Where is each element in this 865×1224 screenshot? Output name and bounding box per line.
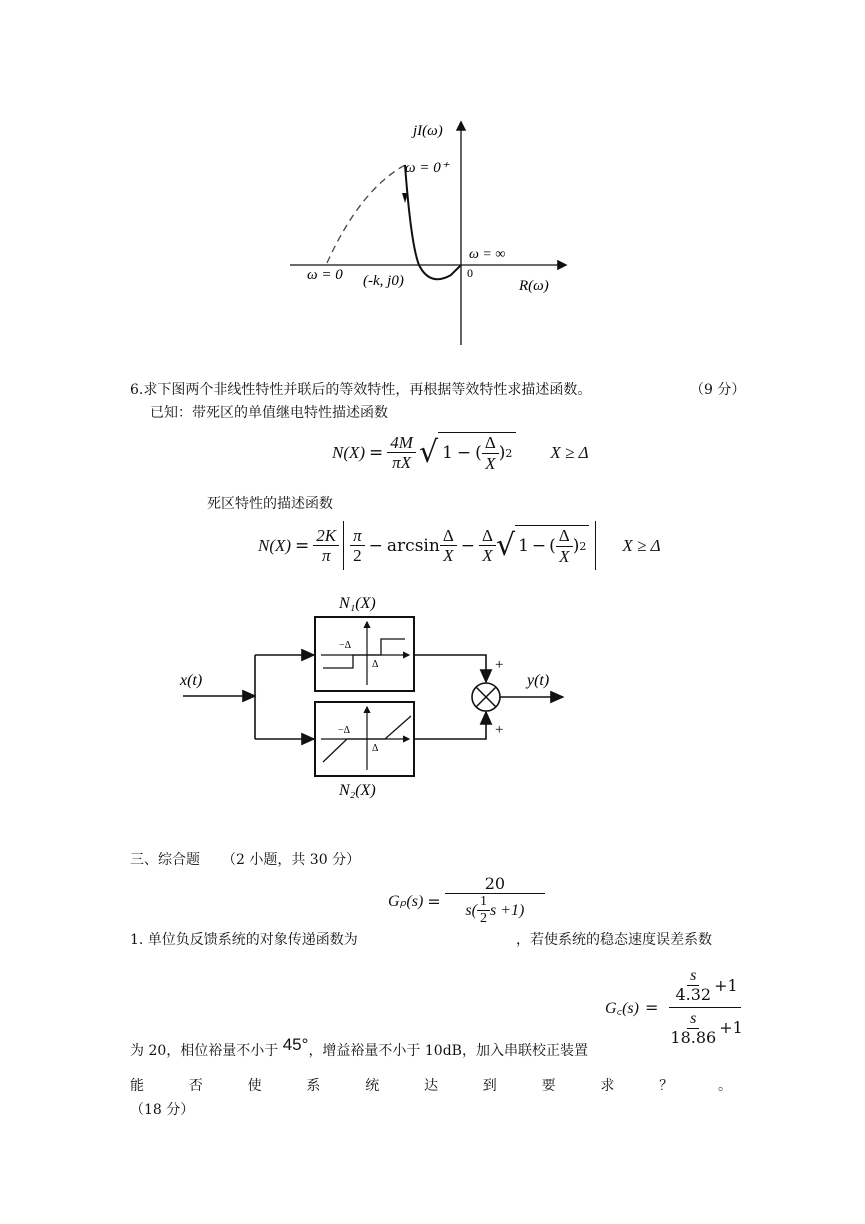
gp-eq: = — [427, 891, 441, 911]
q6-line — [130, 379, 591, 399]
q1-line1-a: 1. 单位负反馈系统的对象传递函数为 — [130, 932, 358, 948]
gc-lhs: G꜀(s) — [605, 1000, 639, 1018]
eq1-frac — [482, 433, 499, 473]
y-axis-label: jI(ω) — [413, 123, 443, 139]
q1-score: （18 分） — [130, 1102, 195, 1118]
w0-label: ω = 0 — [307, 267, 343, 283]
deadzone-text: 死区特性的描述函数 — [207, 496, 333, 512]
eq1-one: 1 — [442, 443, 453, 464]
n1-block — [315, 617, 414, 691]
eq2-arcsin: arcsin — [386, 535, 440, 556]
eq1-sqrt-sign: √ — [418, 434, 439, 470]
section3-info: （2 小题，共 30 分） — [222, 852, 361, 868]
q1-line3 — [130, 1075, 732, 1095]
eq2-x-a: X — [443, 546, 454, 566]
plus-top: + — [495, 657, 504, 673]
gc-d2: 18.86 — [670, 1028, 717, 1048]
eq2-frac3 — [556, 526, 573, 566]
q1-char: 使 — [247, 1078, 262, 1094]
gp-half-den: 2 — [479, 911, 487, 927]
point-label: (-k, j0) — [363, 273, 404, 289]
eq2-sq: 2 — [579, 539, 587, 553]
gp-lhs: Gₚ(s) — [388, 893, 424, 911]
nyquist-plot — [285, 115, 575, 350]
n1-out-line — [415, 655, 486, 682]
gc-eq: = — [644, 997, 659, 1017]
gc-num-frac — [672, 967, 714, 1005]
section3-heading — [130, 849, 360, 869]
eq2-lhs: N(X) — [258, 535, 292, 555]
gc-formula — [605, 967, 746, 1048]
eq2-eq: = — [295, 535, 310, 556]
eq1-x: X — [485, 453, 496, 473]
eq2-minus2: − — [460, 535, 476, 556]
gp-half — [477, 894, 490, 927]
eq2-delta-b: Δ — [479, 526, 496, 547]
eq1-minus: − — [456, 443, 472, 464]
eq2-two: 2 — [353, 546, 362, 566]
eq2-frac1 — [440, 526, 457, 566]
x-axis-label: R(ω) — [519, 278, 549, 294]
q6-number: 6. — [130, 382, 144, 398]
eq2-k-num: 2K — [313, 526, 339, 547]
eq1-lhs: N(X) — [332, 442, 366, 462]
eq1-coef — [387, 433, 416, 473]
q1-char: 能 — [130, 1078, 144, 1094]
eq2-frac2 — [479, 526, 496, 566]
n2-label: N₂(X) — [339, 782, 376, 799]
origin-label: 0 — [467, 266, 473, 280]
eq2-x-c: X — [559, 546, 570, 566]
n1-label: N₁(X) — [339, 595, 376, 612]
eq2-radicand: 1 − ( $\frac{\Delta}{X}$ ) 2 — [515, 525, 589, 566]
gp-num: 20 — [445, 875, 545, 894]
eq2-minus3: − — [531, 536, 547, 557]
gp-frac — [445, 875, 545, 928]
gc-p1: +1 — [714, 975, 738, 995]
gp-den — [462, 894, 527, 927]
n1-delta: Δ — [372, 659, 379, 670]
block-diagram — [175, 588, 575, 803]
gp-half-num: 1 — [477, 894, 490, 911]
dashed-curve — [327, 165, 405, 263]
q1-char: ？ — [659, 1078, 674, 1094]
eq2-minus1: − — [368, 535, 383, 556]
eq2-condition: X ≥ Δ — [622, 535, 661, 555]
n2-delta: Δ — [372, 743, 379, 754]
eq1-coef-num: 4M — [387, 433, 416, 454]
eq2-sqrt-sign: √ — [495, 527, 516, 563]
eq2-delta-a: Δ — [440, 526, 457, 547]
eq1-sq: 2 — [505, 446, 513, 460]
gc-num — [669, 967, 740, 1008]
w0plus-label: ω = 0⁺ — [405, 160, 449, 176]
eq1-coef-den: πX — [392, 453, 412, 473]
eq2-delta-c: Δ — [556, 526, 573, 547]
q1-char: 。 — [717, 1078, 732, 1094]
q1-char: 要 — [541, 1078, 556, 1094]
q1-line2-a: 为 20，相位裕量不小于 — [130, 1043, 279, 1059]
gp-den-rest: s +1) — [489, 901, 525, 919]
n1-neg-delta: −Δ — [339, 640, 352, 651]
eq2-one: 1 — [518, 536, 529, 557]
equation-relay — [332, 432, 589, 473]
q1-line2-b: ，增益裕量不小于 10dB，加入串联校正装置 — [308, 1043, 588, 1059]
q1-char: 达 — [423, 1078, 438, 1094]
output-label: y(t) — [527, 672, 550, 689]
gp-formula — [388, 875, 545, 928]
eq2-x-b: X — [482, 546, 493, 566]
equation-deadzone — [258, 521, 661, 570]
gc-den — [664, 1008, 745, 1048]
nyquist-curve — [405, 165, 461, 279]
gc-s1: s — [687, 967, 699, 986]
gc-d1: 4.32 — [675, 985, 712, 1005]
eq2-pi: π — [350, 526, 365, 547]
winf-label: ω = ∞ — [469, 247, 506, 262]
eq1-radicand: 1 − ( $\frac{\Delta}{X}$ ) 2 — [438, 432, 516, 473]
n2-out-line — [415, 712, 486, 739]
q1-char: 到 — [482, 1078, 497, 1094]
gc-frac — [664, 967, 745, 1048]
plus-bottom: + — [495, 722, 504, 738]
q1-line2 — [130, 1035, 588, 1060]
eq1-eq: = — [369, 442, 384, 463]
gp-den-s: s( — [465, 901, 477, 919]
eq2-pi-half — [350, 526, 365, 566]
q6-known: 已知：带死区的单值继电特性描述函数 — [150, 405, 388, 421]
eq2-bracket — [343, 521, 596, 570]
n2-neg-delta: −Δ — [338, 725, 351, 736]
gc-p2: +1 — [719, 1018, 743, 1038]
q1-char: 统 — [365, 1078, 380, 1094]
gc-s2: s — [687, 1010, 699, 1029]
q1-char: 否 — [188, 1078, 203, 1094]
eq1-delta: Δ — [482, 433, 499, 454]
q1-line1-b: ，若使系统的稳态速度误差系数 — [516, 932, 712, 948]
section3-title: 三、综合题 — [130, 852, 200, 868]
gc-den-frac — [667, 1010, 719, 1048]
input-label: x(t) — [180, 672, 203, 689]
q1-char: 求 — [600, 1078, 615, 1094]
q6-score: （9 分） — [690, 382, 746, 398]
phase-margin: 45° — [282, 1035, 309, 1054]
eq2-k — [313, 526, 339, 566]
q6-text: 求下图两个非线性特性并联后的等效特性，再根据等效特性求描述函数。 — [143, 382, 592, 398]
eq1-condition: X ≥ Δ — [550, 442, 589, 462]
eq2-k-den: π — [321, 546, 331, 566]
q1-char: 系 — [306, 1078, 321, 1094]
